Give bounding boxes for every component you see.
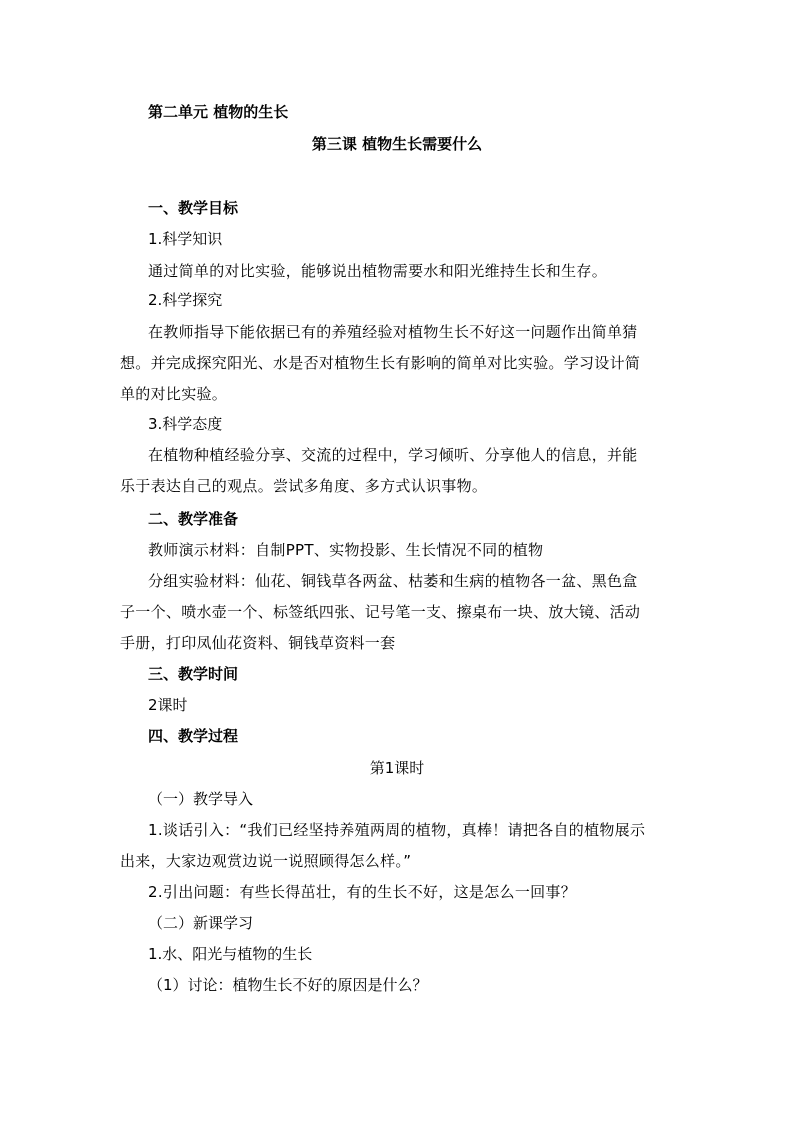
item-discussion: （1）讨论：植物生长不好的原因是什么？ [148,976,428,994]
section-heading-prep: 二、教学准备 [148,510,239,528]
paragraph-intro-2: 2.引出问题：有些长得茁壮，有的生长不好，这是怎么一回事？ [148,883,577,901]
section-heading-goals: 一、教学目标 [148,199,239,217]
period-title: 第1课时 [369,759,425,777]
section-heading-process: 四、教学过程 [148,727,239,745]
subheading-knowledge: 1.科学知识 [148,230,223,248]
section-heading-time: 三、教学时间 [148,665,239,683]
subheading-attitude: 3.科学态度 [148,415,223,433]
subheading-intro: （一）教学导入 [148,790,254,808]
paragraph-teacher-materials: 教师演示材料：自制PPT、实物投影、生长情况不同的植物 [148,541,544,559]
paragraph-inquiry: 在教师指导下能依据已有的养殖经验对植物生长不好这一问题作出简单猜想。并完成探究阳光、水是否对植物生长有影响的简单对比实验。学习设计简单的对比实验。 [120,323,641,403]
paragraph-attitude: 在植物种植经验分享、交流的过程中，学习倾听、分享他人的信息，并能乐于表达自己的观点。尝试多角度、多方式认识事物。 [120,446,638,495]
paragraph-knowledge: 通过简单的对比实验，能够说出植物需要水和阳光维持生长和生存。 [148,262,608,280]
teaching-time-value: 2课时 [148,696,188,714]
paragraph-intro-1: 1.谈话引入：“我们已经坚持养殖两周的植物，真棒！请把各自的植物展示出来，大家边观赏边说一说照顾得怎么样。” [120,821,646,870]
unit-title: 第二单元 植物的生长 [148,103,289,121]
subheading-new-lesson: （二）新课学习 [148,914,254,932]
item-water-sunlight: 1.水、阳光与植物的生长 [148,945,313,963]
paragraph-group-materials: 分组实验材料：仙花、铜钱草各两盆、枯萎和生病的植物各一盆、黑色盒子一个、喷水壶一个、标签纸四张、记号笔一支、擦桌布一块、放大镜、活动手册，打印凤仙花资料、铜钱草资料一套 [120,572,641,652]
subheading-inquiry: 2.科学探究 [148,291,223,309]
lesson-title: 第三课 植物生长需要什么 [311,135,483,153]
